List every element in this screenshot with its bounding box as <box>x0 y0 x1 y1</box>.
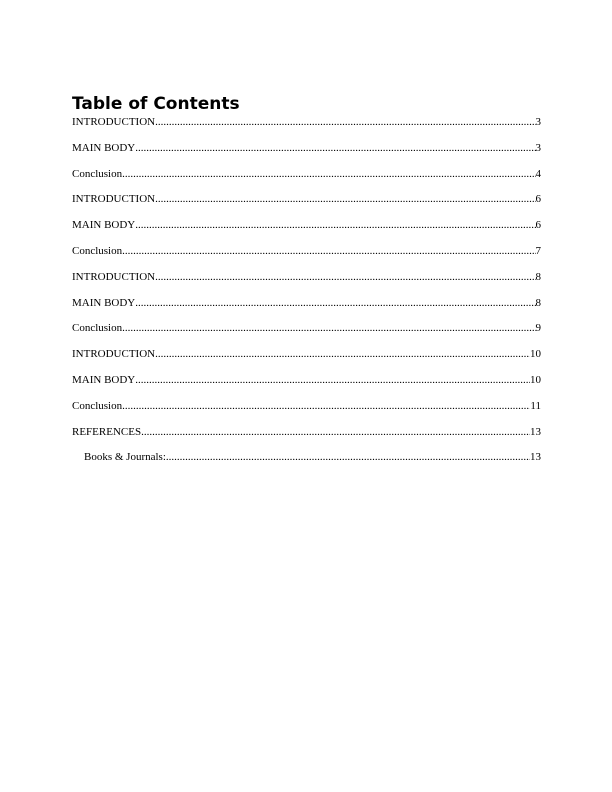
toc-entry-page: 8 <box>535 270 541 283</box>
toc-entry[interactable] <box>72 218 541 244</box>
toc-entry-label: Books & Journals: <box>84 451 166 464</box>
toc-entry-page: 13 <box>530 451 541 464</box>
toc-entry-page: 9 <box>535 322 541 335</box>
toc-entry-label: Conclusion <box>72 399 123 412</box>
toc-list <box>72 115 541 476</box>
toc-entry-page: 13 <box>530 425 541 438</box>
toc-entry-label: MAIN BODY <box>72 141 136 154</box>
toc-entry-label: Conclusion <box>72 244 123 257</box>
toc-dot-leader <box>166 450 530 464</box>
toc-dot-leader <box>155 192 535 206</box>
toc-entry[interactable] <box>72 296 541 322</box>
toc-entry[interactable] <box>72 270 541 296</box>
toc-entry[interactable] <box>72 347 541 373</box>
toc-dot-leader <box>122 244 535 258</box>
toc-entry[interactable] <box>72 373 541 399</box>
toc-entry-label: INTRODUCTION <box>72 193 156 206</box>
toc-entry-page: 10 <box>530 373 541 386</box>
toc-entry-page: 3 <box>535 141 541 154</box>
toc-dot-leader <box>155 270 535 284</box>
toc-entry-page: 7 <box>535 244 541 257</box>
toc-entry-label: REFERENCES <box>72 425 142 438</box>
document-page <box>72 94 541 476</box>
toc-entry-label: INTRODUCTION <box>72 348 156 361</box>
toc-dot-leader <box>155 347 530 361</box>
toc-dot-leader <box>135 141 535 155</box>
toc-entry[interactable] <box>72 399 541 425</box>
toc-entry-page: 6 <box>535 193 541 206</box>
toc-dot-leader <box>155 115 535 129</box>
toc-entry-page: 3 <box>535 116 541 128</box>
toc-entry[interactable] <box>72 167 541 193</box>
toc-entry-label: Conclusion <box>72 167 123 180</box>
toc-entry[interactable] <box>72 244 541 270</box>
toc-dot-leader <box>135 218 535 232</box>
toc-entry-label: Conclusion <box>72 322 123 335</box>
toc-dot-leader <box>135 373 530 387</box>
toc-entry-page: 4 <box>535 167 541 180</box>
toc-entry-page: 10 <box>530 348 541 361</box>
toc-entry-page: 6 <box>535 219 541 232</box>
toc-entry-label: MAIN BODY <box>72 219 136 232</box>
toc-entry[interactable] <box>72 425 541 451</box>
toc-dot-leader <box>141 425 530 439</box>
toc-entry[interactable] <box>72 115 541 141</box>
toc-entry-label: MAIN BODY <box>72 296 136 309</box>
toc-entry-label: INTRODUCTION <box>72 116 156 128</box>
toc-entry-page: 8 <box>535 296 541 309</box>
toc-entry[interactable] <box>72 192 541 218</box>
toc-dot-leader <box>122 399 530 413</box>
toc-dot-leader <box>122 321 535 335</box>
toc-entry-sub[interactable] <box>72 450 541 476</box>
toc-entry[interactable] <box>72 321 541 347</box>
toc-heading: Table of Contents <box>72 94 240 114</box>
toc-entry-page: 11 <box>530 399 541 412</box>
toc-entry[interactable] <box>72 141 541 167</box>
toc-dot-leader <box>122 167 535 181</box>
toc-entry-label: MAIN BODY <box>72 373 136 386</box>
toc-dot-leader <box>135 296 535 310</box>
toc-entry-label: INTRODUCTION <box>72 270 156 283</box>
